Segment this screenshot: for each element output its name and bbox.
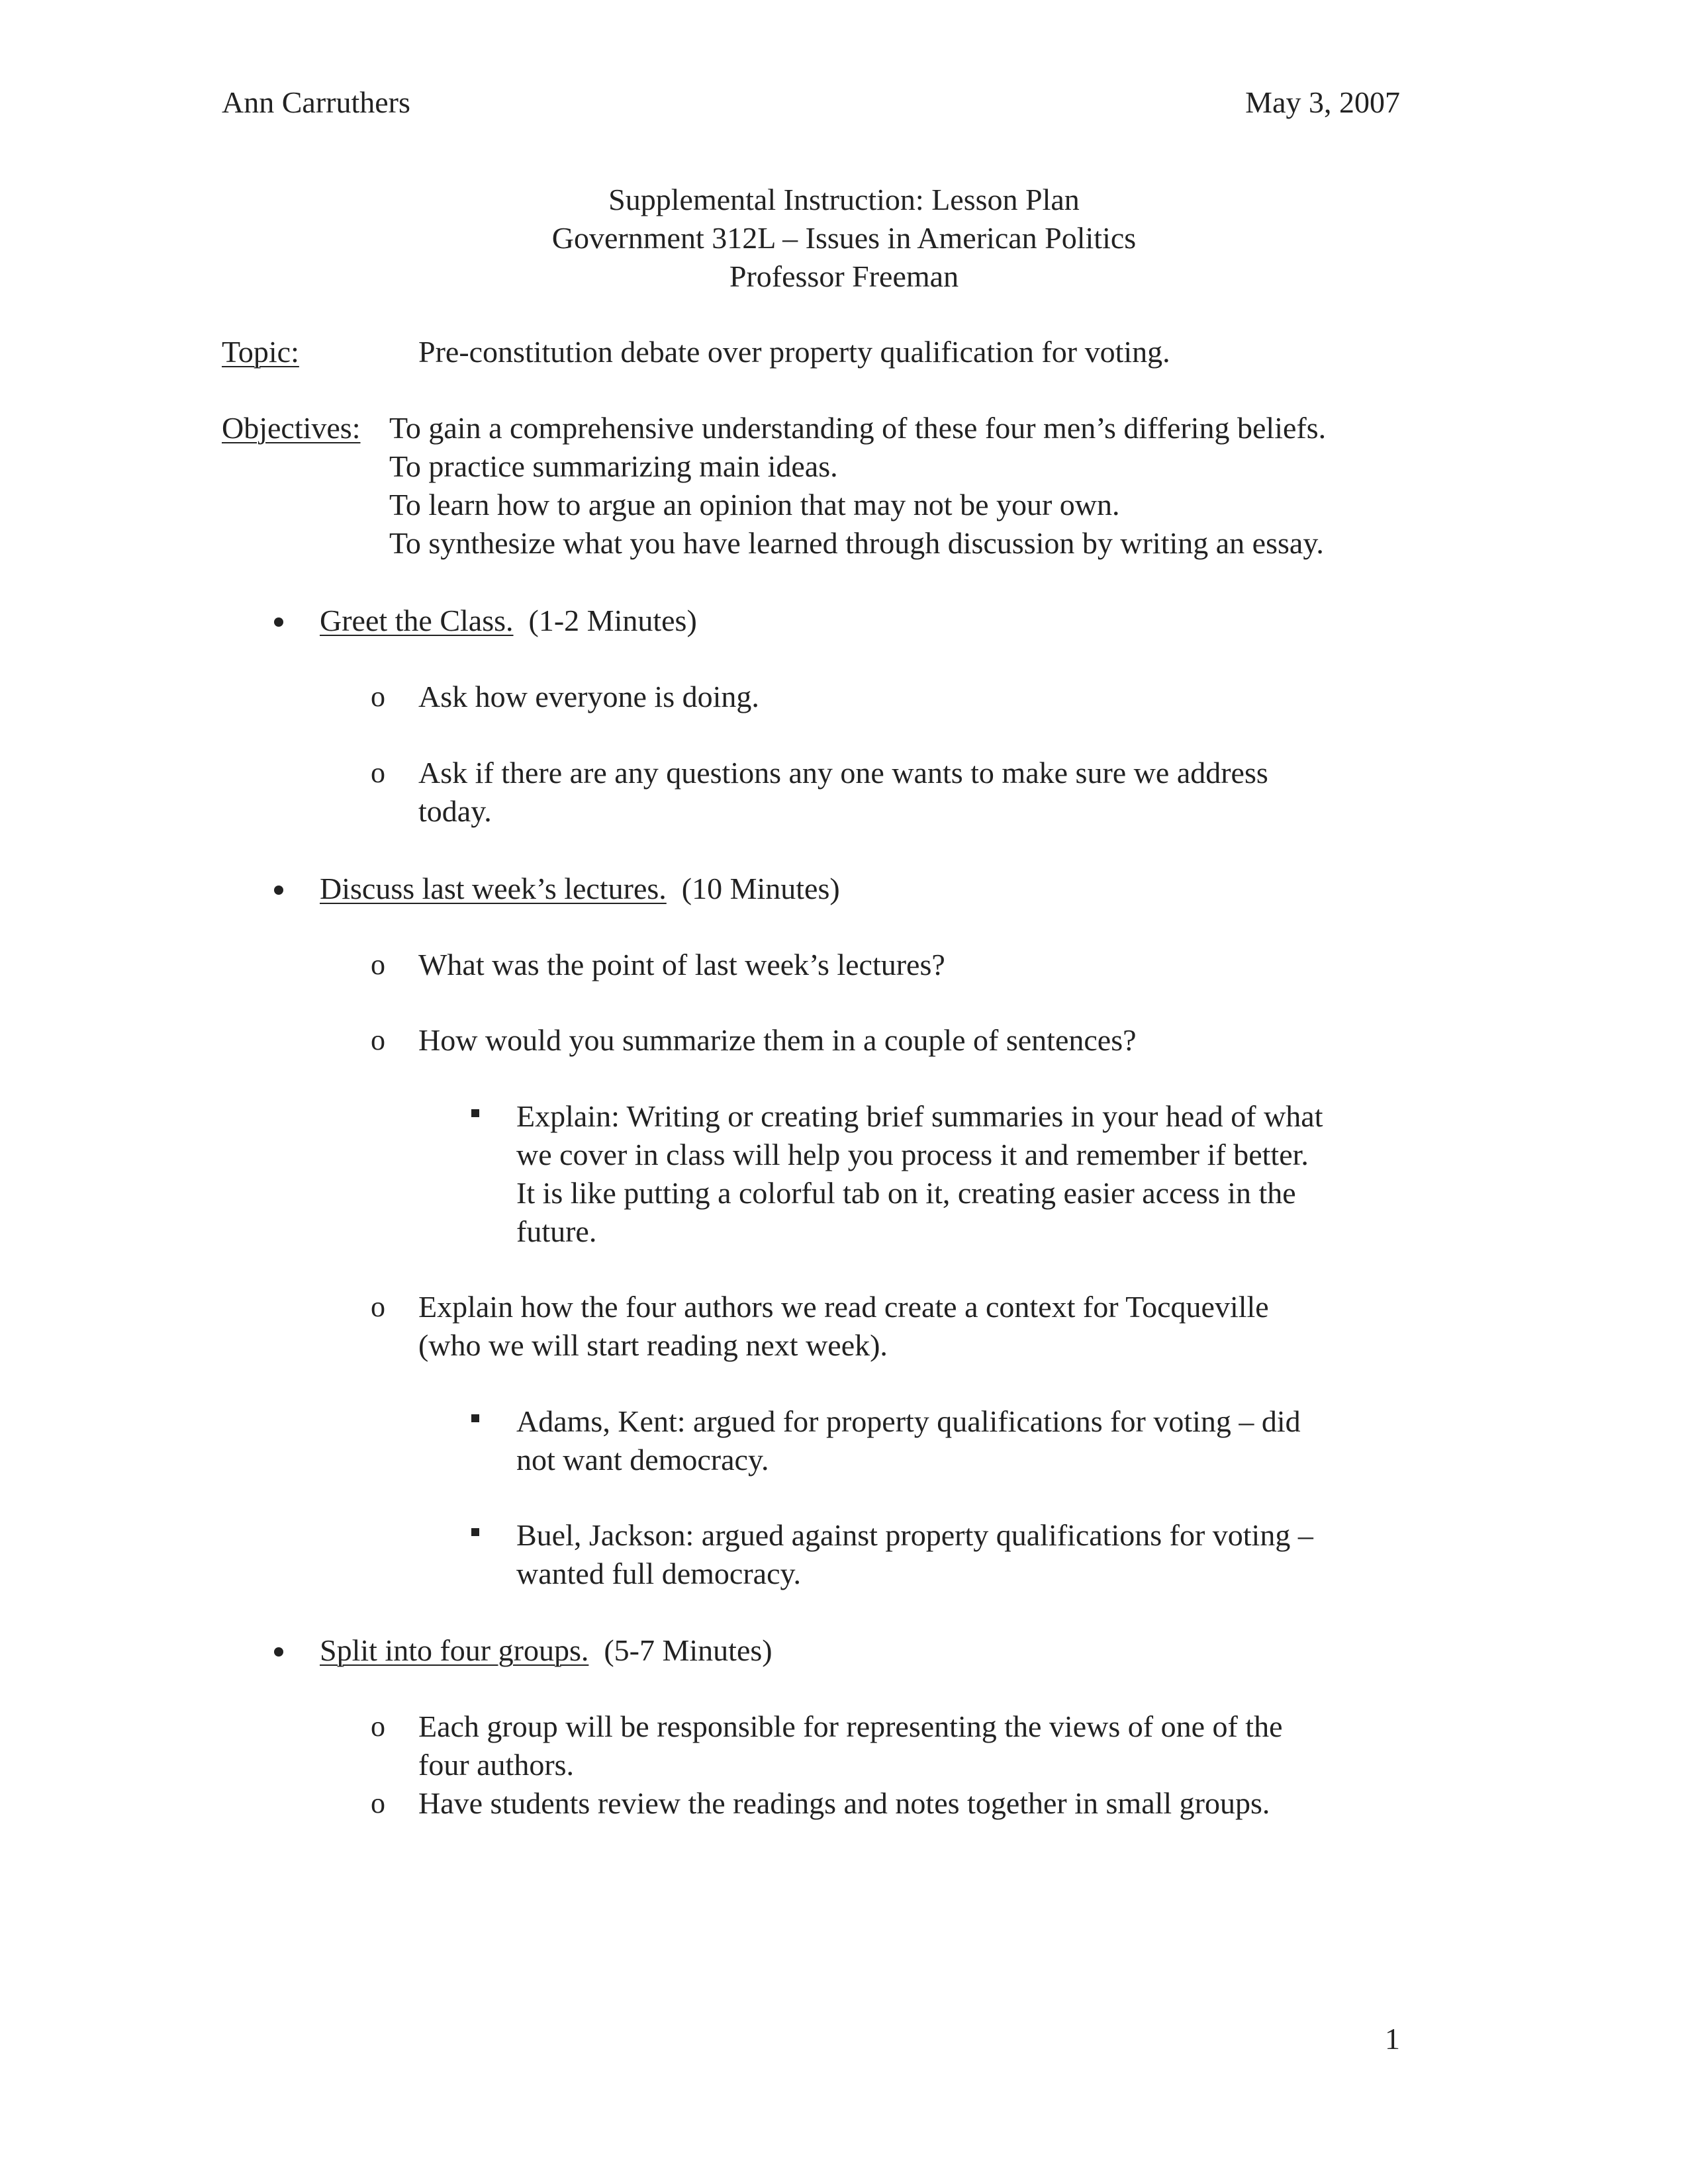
- topic-text: Pre-constitution debate over property qualification for voting.: [418, 335, 1170, 369]
- objective-item: To gain a comprehensive understanding of these four men’s differing beliefs.: [389, 411, 1327, 445]
- hollow-bullet-icon: o: [371, 1291, 385, 1323]
- list-item: Each group will be responsible for representing the views of one of the: [418, 1709, 1283, 1743]
- sub-list-item-continuation: future.: [516, 1214, 597, 1248]
- topic-label: Topic:: [222, 335, 299, 369]
- objective-item: To practice summarizing main ideas.: [389, 449, 838, 483]
- section-heading: [320, 870, 840, 908]
- list-item: What was the point of last week’s lectures?: [418, 948, 945, 981]
- title-line-1: Supplemental Instruction: Lesson Plan: [608, 183, 1080, 216]
- bullet-icon: [274, 617, 283, 627]
- section-title: Greet the Class.: [320, 604, 514, 637]
- section-time: (10 Minutes): [681, 872, 840, 905]
- list-item: Explain how the four authors we read create a context for Tocqueville: [418, 1290, 1269, 1324]
- square-bullet-icon: [471, 1528, 479, 1536]
- hollow-bullet-icon: o: [371, 756, 385, 789]
- list-item-continuation: (who we will start reading next week).: [418, 1328, 888, 1362]
- section-title: Discuss last week’s lectures.: [320, 872, 667, 905]
- section-time: (1-2 Minutes): [528, 604, 697, 637]
- sub-list-item-continuation: we cover in class will help you process it and remember if better.: [516, 1138, 1309, 1171]
- objective-item: To learn how to argue an opinion that may not be your own.: [389, 488, 1120, 522]
- objective-item: To synthesize what you have learned through discussion by writing an essay.: [389, 526, 1324, 560]
- list-item: Ask if there are any questions any one wants to make sure we address: [418, 756, 1268, 790]
- section-time: (5-7 Minutes): [604, 1633, 773, 1667]
- list-item: Ask how everyone is doing.: [418, 680, 759, 713]
- author-name: Ann Carruthers: [222, 85, 410, 119]
- section-heading: [320, 602, 697, 640]
- list-item-continuation: four authors.: [418, 1748, 575, 1782]
- sub-list-item: Adams, Kent: argued for property qualifications for voting – did: [516, 1404, 1301, 1438]
- list-item-continuation: today.: [418, 794, 492, 828]
- hollow-bullet-icon: o: [371, 680, 385, 713]
- title-line-3: Professor Freeman: [729, 259, 959, 293]
- hollow-bullet-icon: o: [371, 1024, 385, 1056]
- hollow-bullet-icon: o: [371, 1710, 385, 1743]
- sub-list-item: Buel, Jackson: argued against property qualifications for voting –: [516, 1518, 1313, 1552]
- page-number: 1: [1385, 2022, 1400, 2056]
- title-line-2: Government 312L – Issues in American Politics: [551, 221, 1137, 255]
- document-date: May 3, 2007: [1245, 85, 1400, 119]
- section-title: Split into four groups.: [320, 1633, 589, 1667]
- square-bullet-icon: [471, 1414, 479, 1422]
- sub-list-item-continuation: not want democracy.: [516, 1443, 769, 1477]
- square-bullet-icon: [471, 1109, 479, 1117]
- list-item: How would you summarize them in a couple of sentences?: [418, 1023, 1137, 1057]
- bullet-icon: [274, 1647, 283, 1657]
- objectives-label: Objectives:: [222, 411, 361, 445]
- hollow-bullet-icon: o: [371, 1787, 385, 1819]
- bullet-icon: [274, 886, 283, 895]
- hollow-bullet-icon: o: [371, 948, 385, 981]
- sub-list-item: Explain: Writing or creating brief summaries in your head of what: [516, 1099, 1323, 1133]
- section-heading: [320, 1631, 773, 1670]
- list-item: Have students review the readings and notes together in small groups.: [418, 1786, 1270, 1820]
- sub-list-item-continuation: wanted full democracy.: [516, 1557, 801, 1590]
- sub-list-item-continuation: It is like putting a colorful tab on it, creating easier access in the: [516, 1176, 1296, 1210]
